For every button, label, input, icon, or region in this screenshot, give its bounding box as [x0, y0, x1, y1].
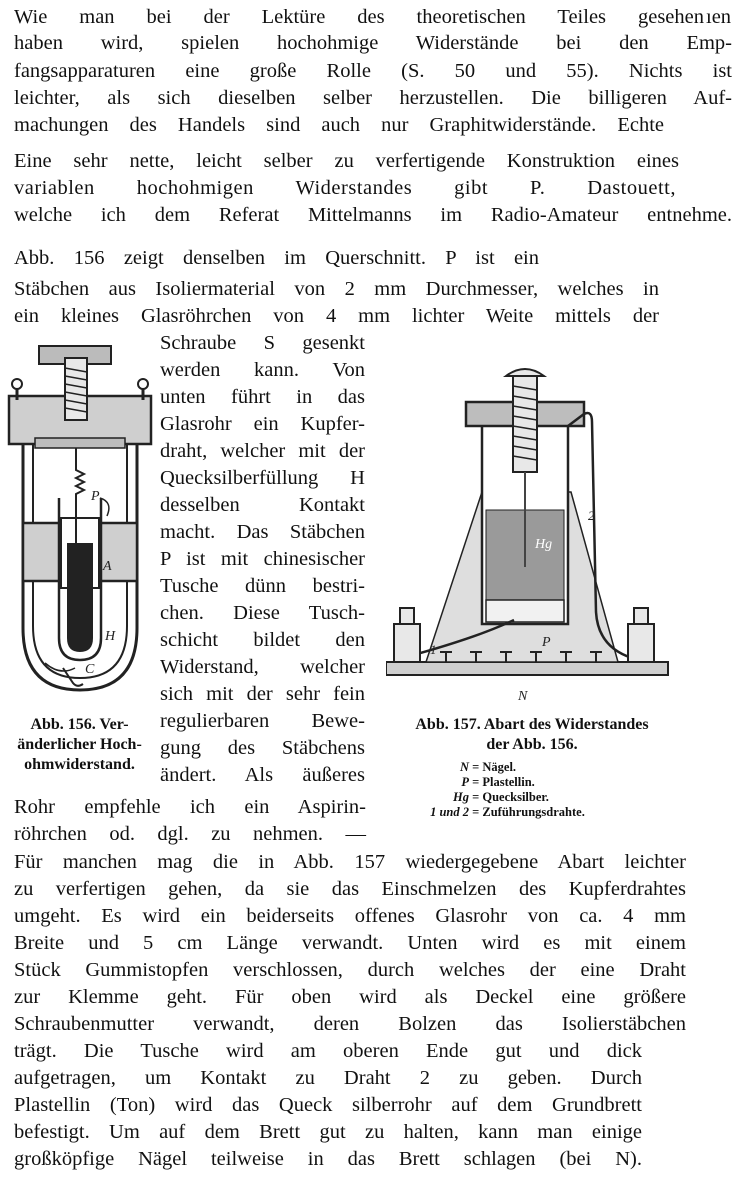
text-line: werden kann. Von — [160, 359, 365, 381]
text-line: Tusche dünn bestri- — [160, 575, 365, 597]
text-line: Plastellin (Ton) wird das Queck silberrohr auf dem Grundbrett — [14, 1094, 642, 1116]
legend-row: Hg = Quecksilber. — [453, 790, 549, 804]
text-line: Schraube S gesenkt — [160, 332, 365, 354]
label-wire-1: 1 — [430, 642, 437, 657]
text-line: haben wird, spielen hochohmige Widerstände bei den Emp- — [14, 32, 732, 54]
figure-157-legend — [395, 760, 585, 820]
text-line: regulierbaren Bewe- — [160, 710, 365, 732]
text-line: welche ich dem Referat Mittelmanns im Radio-Amateur entnehme. — [14, 204, 732, 226]
text-line: schicht bildet den — [160, 629, 365, 651]
text-line: Rohr empfehle ich ein Aspirin- — [14, 796, 366, 818]
text-line-fragment: ıen — [706, 6, 732, 28]
text-line: Für manchen mag die in Abb. 157 wiedergegebene Abart leichter — [14, 851, 686, 873]
label-c: C — [85, 662, 95, 677]
text-line: ein kleines Glasröhrchen von 4 mm lichter Weite mittels der — [14, 305, 659, 327]
text-line: röhrchen od. dgl. zu nehmen. — — [14, 823, 366, 845]
figure-156-diagram — [5, 338, 155, 703]
text-line: Widerstand, welcher — [160, 656, 365, 678]
text-line: gung des Stäbchens — [160, 737, 365, 759]
legend-row: 1 und 2 = Zuführungsdrahte. — [430, 805, 585, 819]
figure-156-caption: Abb. 156. Ver- änderlicher Hoch- ohmwiderstand. — [17, 716, 142, 773]
label-a: A — [103, 559, 112, 574]
text-line: trägt. Die Tusche wird am oberen Ende gut und dick — [14, 1040, 642, 1062]
text-line: chen. Diese Tusch- — [160, 602, 365, 624]
text-line: aufgetragen, um Kontakt zu Draht 2 zu geben. Durch — [14, 1067, 642, 1089]
legend-row: N = Nägel. — [459, 760, 517, 774]
text-line: Breite und 5 cm Länge verwandt. Unten wird es mit einem — [14, 932, 686, 954]
text-line: fangsapparaturen eine große Rolle (S. 50 und 55). Nichts ist — [14, 60, 732, 82]
text-line: machungen des Handels sind auch nur Graphitwiderstände. Echte — [14, 114, 664, 136]
text-line: Abb. 156 zeigt denselben im Querschnitt. P ist ein — [14, 247, 539, 269]
label-n: N — [518, 689, 528, 704]
text-line: variablen hochohmigen Widerstandes gibt P. Dastouett, — [14, 177, 676, 199]
text-line: Stäbchen aus Isoliermaterial von 2 mm Durchmesser, welches in — [14, 278, 659, 300]
text-line: P ist mit chinesischer — [160, 548, 365, 570]
text-line: zur Klemme geht. Für oben wird als Deckel eine größere — [14, 986, 686, 1008]
label-p: P — [542, 635, 551, 650]
text-line: Schraubenmutter verwandt, deren Bolzen das Isolierstäbchen — [14, 1013, 686, 1035]
text-line: draht, welcher mit der — [160, 440, 365, 462]
text-line: ändert. Als äußeres — [160, 764, 365, 786]
label-p: P — [91, 489, 100, 504]
text-line: befestigt. Um auf dem Brett gut zu halten, kann man einige — [14, 1121, 642, 1143]
label-h: H — [105, 629, 116, 644]
text-line: Wie man bei der Lektüre des theoretischen Teiles gesehen — [14, 6, 704, 28]
label-hg: Hg — [535, 537, 553, 552]
text-line: unten führt in das — [160, 386, 365, 408]
text-line: Stück Gummistopfen verschlossen, durch welches der eine Draht — [14, 959, 686, 981]
text-line: macht. Das Stäbchen — [160, 521, 365, 543]
text-line: Quecksilberfüllung H — [160, 467, 365, 489]
label-wire-2: 2 — [588, 508, 595, 523]
text-line: Glasrohr ein Kupfer- — [160, 413, 365, 435]
text-line: leichter, als sich dieselben selber herzustellen. Die billigeren Auf- — [14, 87, 732, 109]
text-line: desselben Kontakt — [160, 494, 365, 516]
text-line: umgeht. Es wird ein beiderseits offenes Glasrohr von ca. 4 mm — [14, 905, 686, 927]
text-line: großköpfige Nägel teilweise in das Brett schlagen (bei N). — [14, 1148, 642, 1170]
text-line: zu verfertigen gehen, da sie das Einschmelzen des Kupferdrahtes — [14, 878, 686, 900]
figure-157-diagram — [386, 362, 676, 707]
legend-row: P = Plastellin. — [461, 775, 535, 789]
text-line: sich mit der sehr fein — [160, 683, 365, 705]
figure-157-caption: Abb. 157. Abart des Widerstandes der Abb. 156. — [415, 716, 649, 753]
text-line: Eine sehr nette, leicht selber zu verfertigende Konstruktion eines — [14, 150, 679, 172]
